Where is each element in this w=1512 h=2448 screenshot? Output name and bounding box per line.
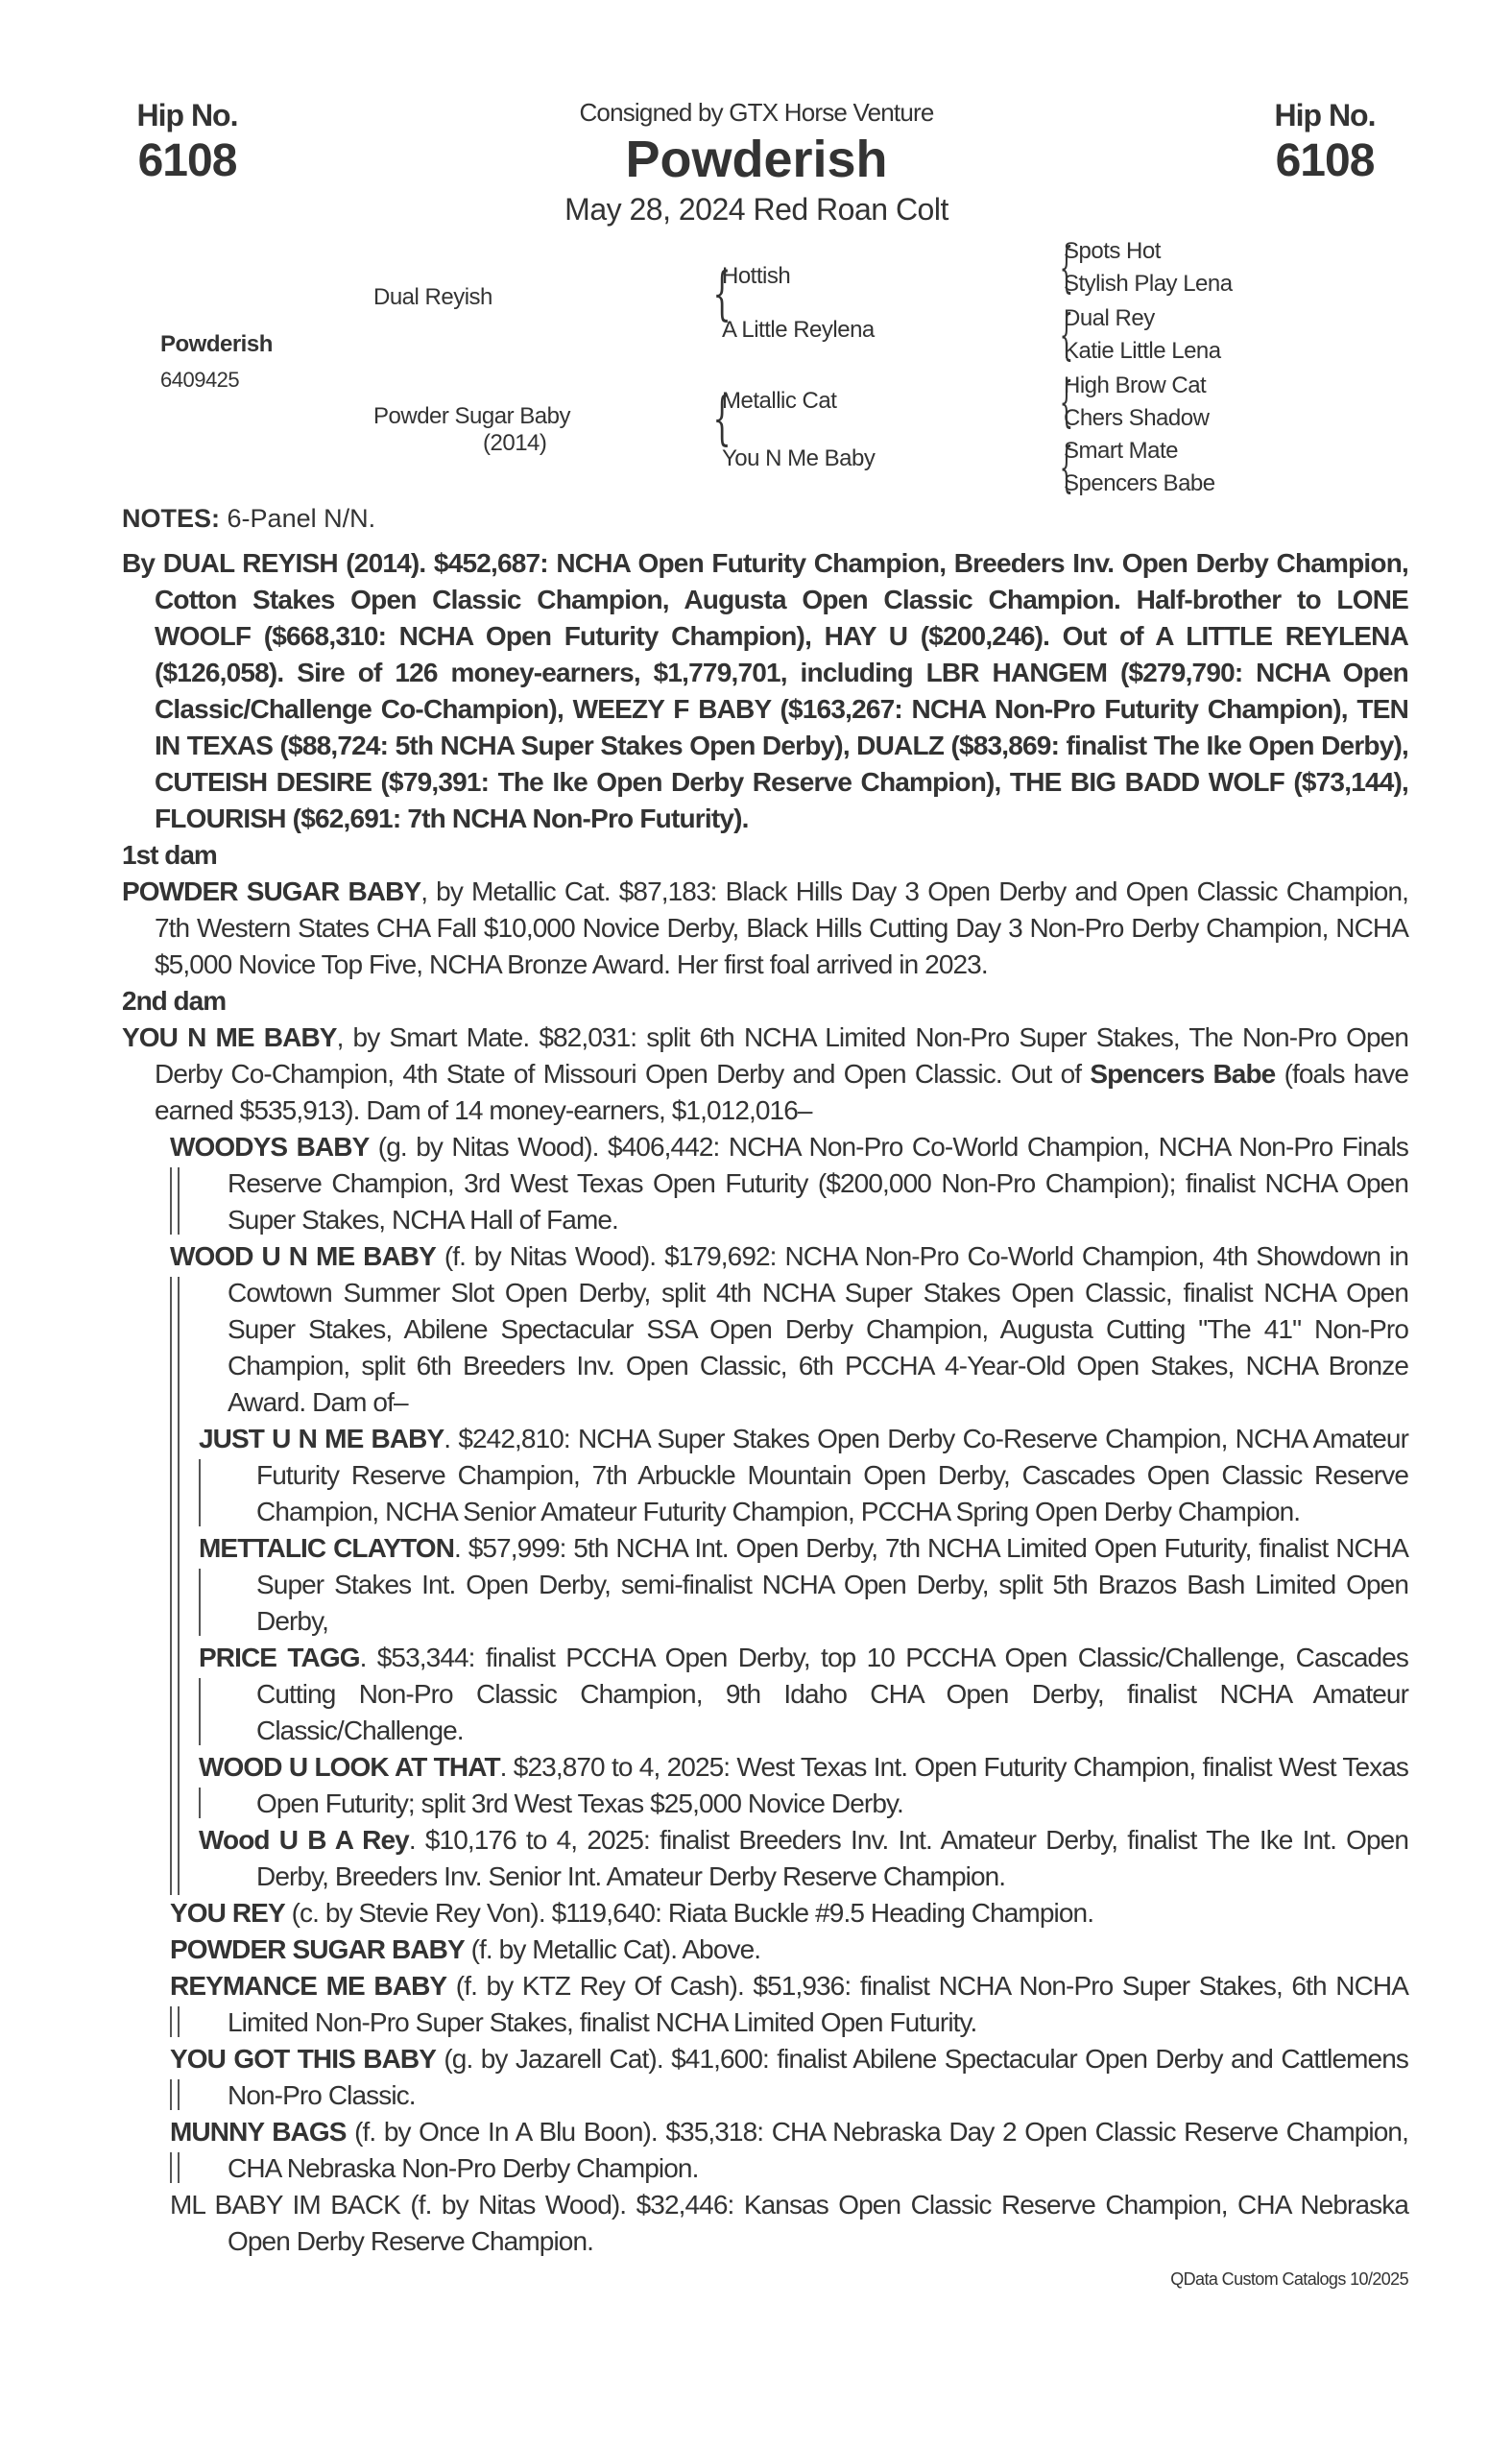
pedigree-gen3-4: Katie Little Lena: [1064, 338, 1221, 364]
pedigree-gen3-5: High Brow Cat: [1064, 372, 1207, 398]
second-dam-text: , by Smart Mate. $82,031: split 6th NCHA Limited Non-Pro Super Stakes, The Non-Pro Open Derby Co-Champion, 4th State of Missouri Open Derby and Open Classic. Out of: [155, 1022, 1409, 1089]
grand-produce-name: PRICE TAGG: [199, 1643, 360, 1672]
produce-text: (f. by KTZ Rey Of Cash). $51,936: finalist NCHA Non-Pro Super Stakes, 6th NCHA Limited Non-Pro Super Stakes, finalist NCHA Limited Open Futurity.: [228, 1971, 1408, 2037]
vertical-rule: [170, 1167, 172, 1235]
produce-name: WOOD U N ME BABY: [170, 1241, 436, 1271]
grand-produce-text: . $10,176 to 4, 2025: finalist Breeders Inv. Int. Amateur Derby, finalist The Ike Int. Open Derby, Breeders Inv. Senior Int. Amateur Derby Reserve Champion.: [256, 1825, 1408, 1891]
grand-produce-name: METTALIC CLAYTON: [199, 1533, 455, 1563]
produce-entry: [170, 1895, 1408, 1932]
pedigree-sire-sire: Hottish: [722, 263, 791, 289]
grand-produce-entry: [199, 1421, 1408, 1530]
hip-label-right: Hip No.: [1274, 98, 1376, 132]
brace-icon: {: [712, 260, 732, 327]
second-dam-text-2: (foals have earned $535,913). Dam of 14 money-earners, $1,012,016–: [155, 1059, 1408, 1125]
produce-text: (f. by Once In A Blu Boon). $35,318: CHA Nebraska Day 2 Open Classic Reserve Champion, CHA Nebraska Non-Pro Derby Champion.: [228, 2117, 1408, 2183]
first-dam-paragraph: [122, 874, 1408, 983]
brace-icon: {: [1059, 304, 1073, 367]
produce-entry: [170, 2041, 1408, 2114]
pedigree-subject-name: Powderish: [160, 331, 273, 357]
pedigree-subject-reg: 6409425: [160, 368, 240, 392]
grand-produce-entry: [199, 1640, 1408, 1749]
produce-name: YOU GOT THIS BABY: [170, 2044, 436, 2074]
produce-name: REYMANCE ME BABY: [170, 1971, 447, 2001]
first-dam-heading: 1st dam: [122, 840, 217, 870]
pedigree-gen3-6: Chers Shadow: [1064, 405, 1210, 431]
granddam-name: Spencers Babe: [1090, 1059, 1276, 1089]
produce-entry: [170, 2114, 1408, 2187]
vertical-rule: [178, 2079, 180, 2110]
produce-name: MUNNY BAGS: [170, 2117, 347, 2147]
vertical-rule: [178, 2006, 180, 2037]
vertical-rule: [199, 1678, 201, 1745]
notes-text: 6-Panel N/N.: [227, 504, 376, 533]
produce-text: (g. by Nitas Wood). $406,442: NCHA Non-Pro Co-World Champion, NCHA Non-Pro Finals Reserve Champion, 3rd West Texas Open Futurity ($200,000 Non-Pro Champion); finalist NCHA Open Super Stakes, NCHA Hall of Fame.: [228, 1132, 1408, 1235]
pedigree-dam: Powder Sugar Baby: [373, 403, 570, 429]
vertical-rule: [199, 1459, 201, 1526]
footer-credit: QData Custom Catalogs 10/2025: [1170, 2269, 1408, 2289]
pedigree-gen3-8: Spencers Babe: [1064, 470, 1215, 496]
hip-label-left: Hip No.: [136, 98, 238, 132]
produce-entry: [170, 1129, 1408, 1238]
grand-produce-entry: [199, 1822, 1408, 1895]
notes-label: NOTES:: [122, 504, 221, 533]
grand-produce-text: . $57,999: 5th NCHA Int. Open Derby, 7th NCHA Limited Open Futurity, finalist NCHA Super Stakes Int. Open Derby, semi-finalist NCHA Open Derby, split 5th Brazos Bash Limited Open Derby,: [256, 1533, 1408, 1636]
brace-icon: {: [1059, 437, 1073, 499]
hip-value-left: 6108: [137, 135, 237, 186]
produce-entry: [170, 1932, 1408, 1968]
first-dam-name: POWDER SUGAR BABY: [122, 876, 421, 906]
grand-produce-entry: [199, 1749, 1408, 1822]
grand-produce-text: . $53,344: finalist PCCHA Open Derby, top 10 PCCHA Open Classic/Challenge, Cascades Cutting Non-Pro Classic Champion, 9th Idaho CHA Open Derby, finalist NCHA Amateur Classic/Challenge.: [256, 1643, 1408, 1745]
vertical-rule: [178, 1167, 180, 1235]
grand-produce-name: Wood U B A Rey: [199, 1825, 409, 1855]
second-dam-name: YOU N ME BABY: [122, 1022, 337, 1052]
produce-name: YOU REY: [170, 1898, 285, 1928]
wood-u-n-me-baby-group: [122, 1238, 1408, 1895]
produce-name: POWDER SUGAR BABY: [170, 1934, 465, 1964]
pedigree-gen3-1: Spots Hot: [1064, 238, 1161, 264]
consignor: Consigned by GTX Horse Venture: [579, 98, 934, 127]
pedigree-gen3-2: Stylish Play Lena: [1064, 271, 1233, 297]
pedigree-dam-year: (2014): [483, 430, 547, 456]
produce-name: WOODYS BABY: [170, 1132, 370, 1162]
pedigree-gen3-7: Smart Mate: [1064, 438, 1179, 464]
produce-text: ML BABY IM BACK (f. by Nitas Wood). $32,446: Kansas Open Classic Reserve Champion, CHA Nebraska Open Derby Reserve Champion.: [170, 2190, 1408, 2256]
grand-produce-name: JUST U N ME BABY: [199, 1424, 444, 1453]
produce-text: (g. by Jazarell Cat). $41,600: finalist Abilene Spectacular Open Derby and Cattlemens Non-Pro Classic.: [228, 2044, 1408, 2110]
produce-entry: [170, 2187, 1408, 2260]
vertical-rule: [199, 1569, 201, 1636]
produce-entry: [170, 1968, 1408, 2041]
produce-text: (f. by Metallic Cat). Above.: [464, 1934, 761, 1964]
produce-text: (f. by Nitas Wood). $179,692: NCHA Non-Pro Co-World Champion, 4th Showdown in Cowtown Summer Slot Open Derby, split 4th NCHA Super Stakes Open Classic, finalist NCHA Open Super Stakes, Abilene Spectacular SSA Open Derby Champion, Augusta Cutting "The 41" Non-Pro Champion, split 6th Breeders Inv. Open Classic, 6th PCCHA 4-Year-Old Open Stakes, NCHA Bronze Award. Dam of–: [228, 1241, 1408, 1417]
second-dam-heading: 2nd dam: [122, 986, 227, 1016]
grand-produce-text: . $23,870 to 4, 2025: West Texas Int. Open Futurity Champion, finalist West Texas Open Futurity; split 3rd West Texas $25,000 Novice Derby.: [256, 1752, 1408, 1818]
vertical-rule: [178, 2152, 180, 2183]
pedigree-sire-dam: A Little Reylena: [722, 317, 875, 343]
grand-produce-name: WOOD U LOOK AT THAT: [199, 1752, 500, 1782]
vertical-rule: [199, 1788, 201, 1818]
grand-produce-text: . $242,810: NCHA Super Stakes Open Derby Co-Reserve Champion, NCHA Amateur Futurity Reserve Champion, 7th Arbuckle Mountain Open Derby, Cascades Open Classic Reserve Champion, NCHA Senior Amateur Futurity Champion, PCCHA Spring Open Derby Champion.: [256, 1424, 1408, 1526]
sire-paragraph: By DUAL REYISH (2014). $452,687: NCHA Open Futurity Champion, Breeders Inv. Open Derby Champion, Cotton Stakes Open Classic Champion, Augusta Open Classic Champion. Half-brother to LONE WOOLF ($668,310: NCHA Open Futurity Champion), HAY U ($200,246). Out of A LITTLE REYLENA ($126,058). Sire of 126 money-earners, $1,779,701, including LBR HANGEM ($279,790: NCHA Open Classic/Challenge Co-Champion), WEEZY F BABY ($163,267: NCHA Non-Pro Futurity Champion), TEN IN TEXAS ($88,724: 5th NCHA Super Stakes Open Derby), DUALZ ($83,869: finalist The Ike Open Derby), CUTEISH DESIRE ($79,391: The Ike Open Derby Reserve Champion), THE BIG BADD WOLF ($73,144), FLOURISH ($62,691: 7th NCHA Non-Pro Futurity).: [122, 548, 1408, 833]
pedigree-dam-dam: You N Me Baby: [722, 445, 876, 471]
produce-entry: [170, 1238, 1408, 1421]
second-dam-paragraph: [122, 1020, 1408, 1129]
grand-produce-entry: [199, 1530, 1408, 1640]
pedigree-sire: Dual Reyish: [373, 284, 492, 310]
brace-icon: {: [712, 385, 732, 452]
vertical-rule: [170, 2006, 172, 2037]
pedigree-dam-sire: Metallic Cat: [722, 388, 837, 414]
produce-text: (c. by Stevie Rey Von). $119,640: Riata Buckle #9.5 Heading Champion.: [284, 1898, 1094, 1928]
catalog-body: [122, 0, 1408, 2260]
vertical-rule: [170, 2079, 172, 2110]
foaling-description: May 28, 2024 Red Roan Colt: [564, 192, 948, 227]
brace-icon: {: [1059, 372, 1073, 434]
horse-name-title: Powderish: [625, 131, 888, 188]
vertical-rule: [170, 2152, 172, 2183]
first-dam-text: , by Metallic Cat. $87,183: Black Hills Day 3 Open Derby and Open Classic Champion, 7th Western States CHA Fall $10,000 Novice Derby, Black Hills Cutting Day 3 Non-Pro Derby Champion, NCHA $5,000 Novice Top Five, NCHA Bronze Award. Her first foal arrived in 2023.: [155, 876, 1408, 979]
pedigree-gen3-3: Dual Rey: [1064, 305, 1155, 331]
brace-icon: {: [1059, 237, 1073, 300]
hip-value-right: 6108: [1275, 135, 1375, 186]
